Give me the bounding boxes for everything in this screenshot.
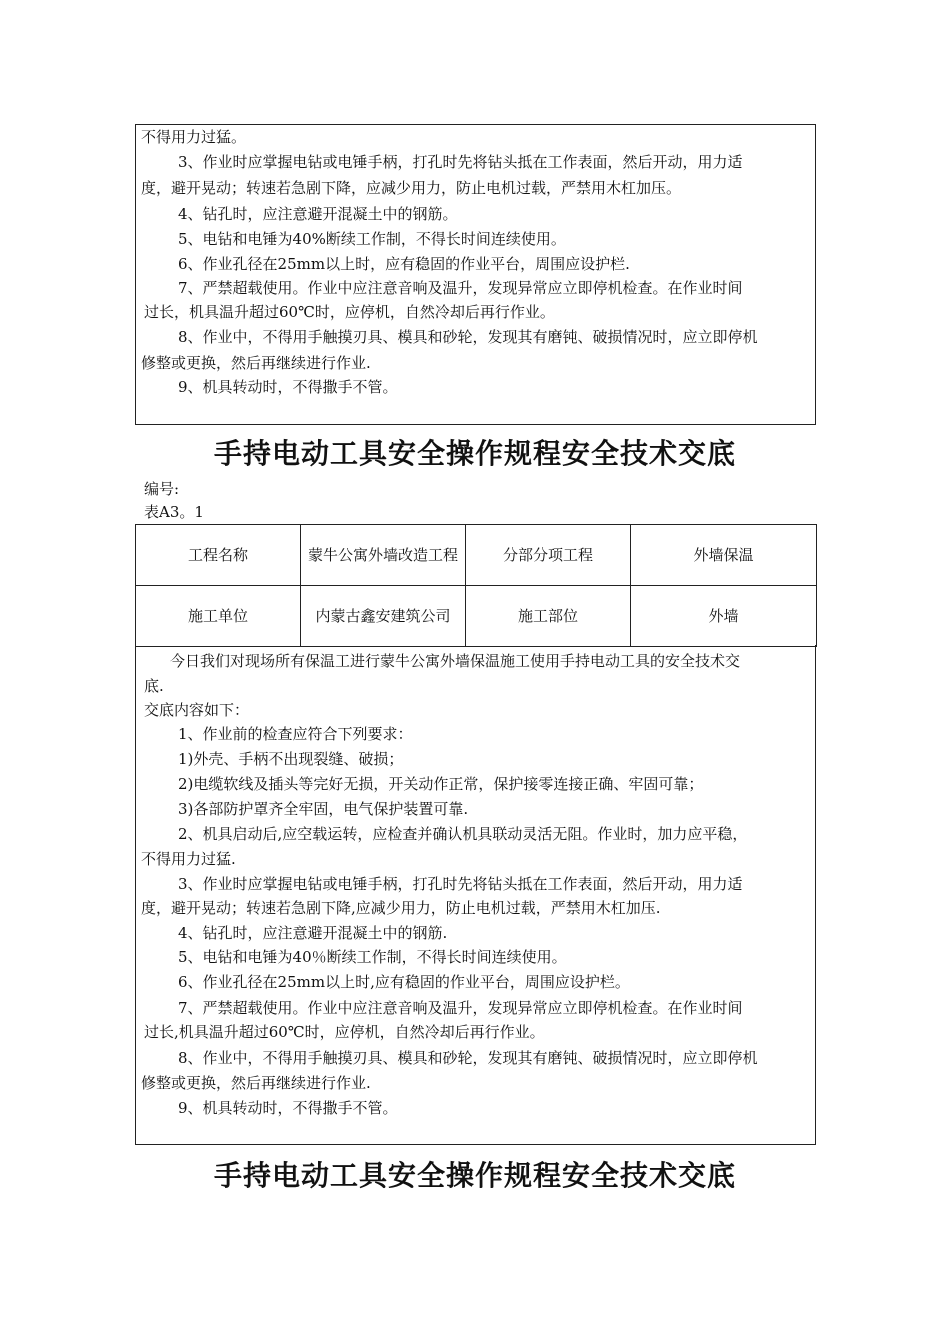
text-line: 修整或更换，然后再继续进行作业.: [141, 1074, 371, 1092]
text-line: 8、作业中，不得用手触摸刃具、模具和砂轮，发现其有磨钝、破损情况时，应立即停机: [178, 1049, 758, 1067]
text-line: 1)外壳、手柄不出现裂缝、破损；: [178, 750, 404, 768]
label-project-name: 工程名称: [136, 525, 301, 586]
value-construction-location: 外墙: [631, 586, 817, 647]
text-line: 9、机具转动时，不得撒手不管。: [178, 1099, 398, 1117]
text-line: 交底内容如下：: [144, 701, 250, 719]
text-line: 5、电钻和电锤为40%断续工作制，不得长时间连续使用。: [178, 230, 566, 248]
table-row: [136, 525, 817, 586]
value-project-name: 蒙牛公寓外墙改造工程: [301, 525, 466, 586]
text-line: 6、作业孔径在25mm以上时，应有稳固的作业平台，周围应设护栏.: [178, 255, 630, 273]
text-line: 4、钻孔时，应注意避开混凝土中的钢筋。: [178, 205, 458, 223]
section-title: 手持电动工具安全操作规程安全技术交底: [213, 437, 736, 470]
form-number-label: 表A3。1: [144, 503, 204, 521]
text-line: 今日我们对现场所有保温工进行蒙牛公寓外墙保温施工使用手持电动工具的安全技术交: [170, 652, 741, 670]
label-construction-location: 施工部位: [466, 586, 631, 647]
label-construction-unit: 施工单位: [136, 586, 301, 647]
table-row: [136, 586, 817, 647]
text-line: 7、严禁超载使用。作业中应注意音响及温升，发现异常应立即停机检查。在作业时间: [178, 999, 743, 1017]
text-line: 1、作业前的检查应符合下列要求：: [178, 725, 413, 743]
text-line: 4、钻孔时，应注意避开混凝土中的钢筋.: [178, 924, 448, 942]
bottom-section-title: 手持电动工具安全操作规程安全技术交底: [213, 1159, 736, 1192]
serial-number-label: 编号:: [144, 480, 180, 498]
text-line: 3、作业时应掌握电钻或电锤手柄，打孔时先将钻头抵在工作表面，然后开动，用力适: [178, 875, 743, 893]
text-line: 度，避开晃动；转速若急剧下降，应减少用力，防止电机过载，严禁用木杠加压。: [141, 179, 682, 197]
text-line: 9、机具转动时，不得撒手不管。: [178, 378, 398, 396]
project-info-table: [135, 524, 817, 647]
value-construction-unit: 内蒙古鑫安建筑公司: [301, 586, 466, 647]
text-line: 3)各部防护罩齐全牢固，电气保护装置可靠.: [178, 800, 469, 818]
text-line: 5、电钻和电锤为40％断续工作制，不得长时间连续使用。: [178, 948, 567, 966]
label-subproject: 分部分项工程: [466, 525, 631, 586]
text-line: 8、作业中，不得用手触摸刃具、模具和砂轮，发现其有磨钝、破损情况时，应立即停机: [178, 328, 758, 346]
text-line: 2、机具启动后,应空载运转，应检查并确认机具联动灵活无阻。作业时，加力应平稳，: [178, 825, 748, 843]
text-line: 修整或更换，然后再继续进行作业.: [141, 354, 371, 372]
text-line: 2)电缆软线及插头等完好无损，开关动作正常，保护接零连接正确、牢固可靠；: [178, 775, 704, 793]
text-line: 底.: [144, 677, 164, 695]
text-line: 不得用力过猛.: [141, 850, 236, 868]
text-line: 过长,机具温升超过60℃时，应停机，自然冷却后再行作业。: [144, 1023, 545, 1041]
text-line: 7、严禁超载使用。作业中应注意音响及温升，发现异常应立即停机检查。在作业时间: [178, 279, 743, 297]
text-line: 度，避开晃动；转速若急剧下降,应减少用力，防止电机过载，严禁用木杠加压.: [141, 899, 661, 917]
text-line: 6、作业孔径在25mm以上时,应有稳固的作业平台，周围应设护栏。: [178, 973, 630, 991]
briefing-content-box: [135, 645, 816, 1145]
text-line: 不得用力过猛。: [141, 128, 247, 146]
text-line: 3、作业时应掌握电钻或电锤手柄，打孔时先将钻头抵在工作表面，然后开动，用力适: [178, 153, 743, 171]
value-subproject: 外墙保温: [631, 525, 817, 586]
text-line: 过长，机具温升超过60℃时，应停机，自然冷却后再行作业。: [144, 303, 555, 321]
